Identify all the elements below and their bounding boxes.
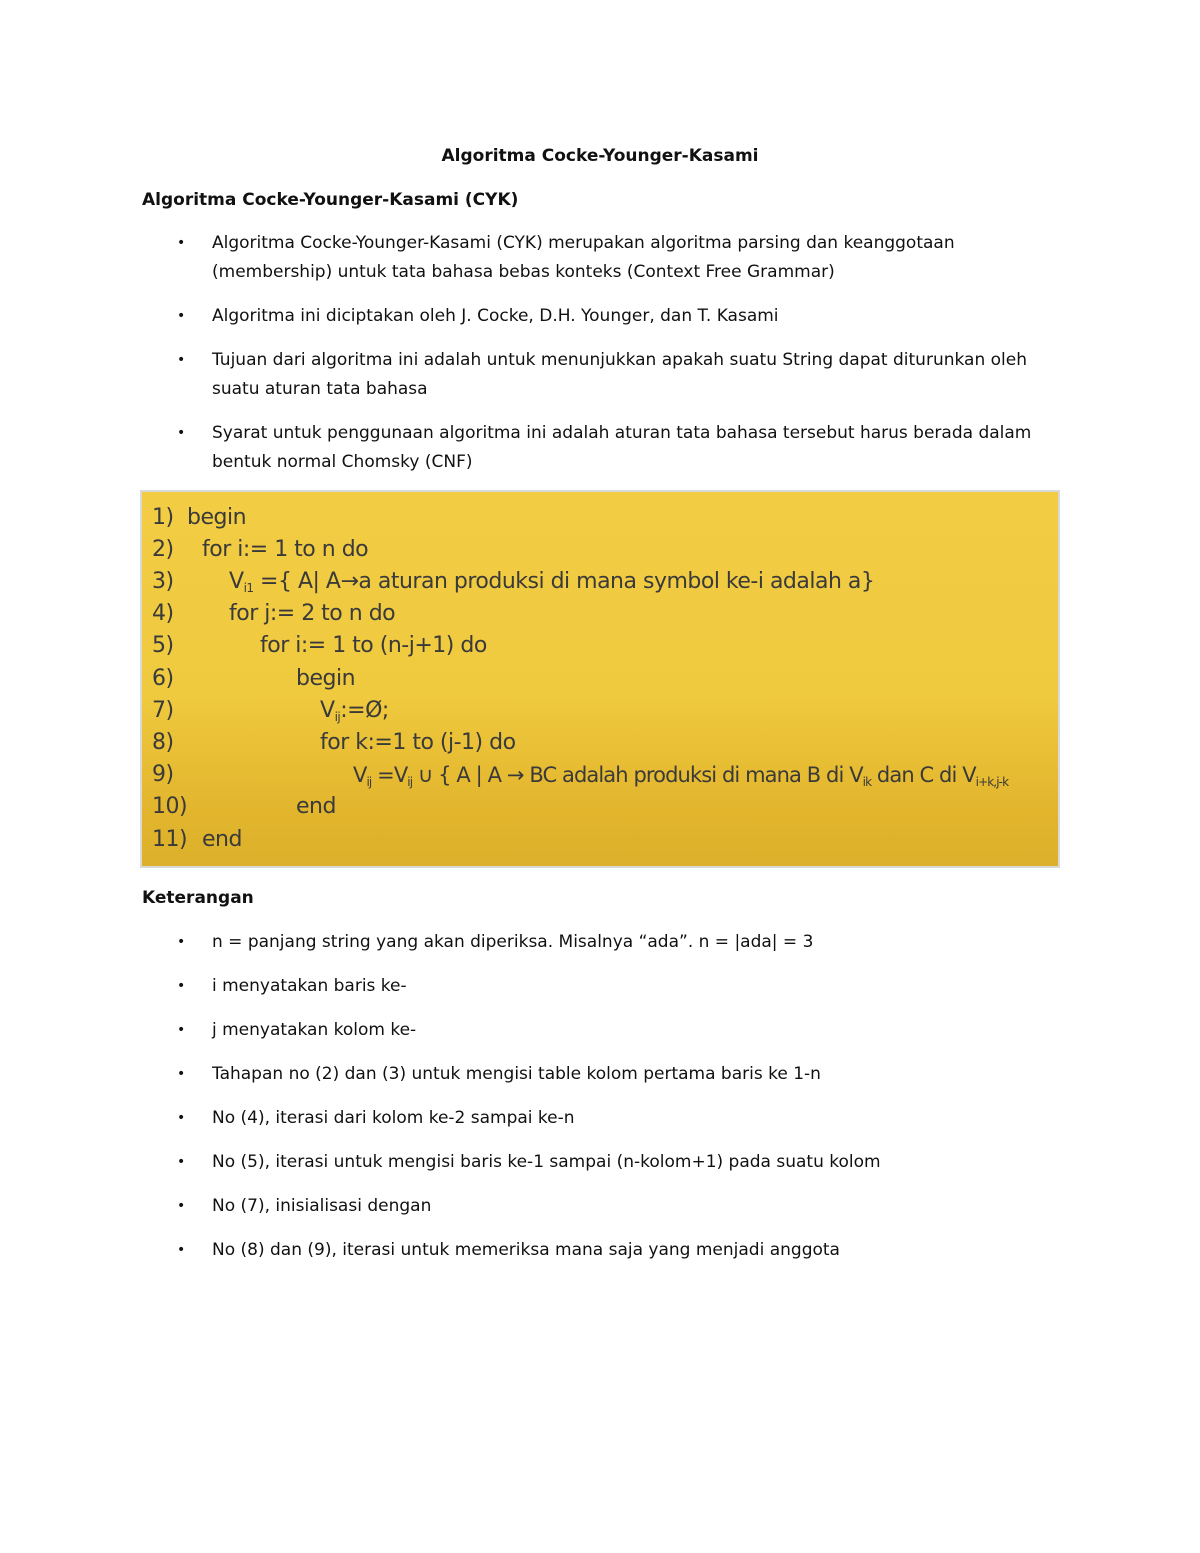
list-item-text: i menyatakan baris ke- <box>212 976 407 996</box>
list-item-text: Tahapan no (2) dan (3) untuk mengisi table kolom pertama baris ke 1-n <box>212 1064 821 1084</box>
list-item-text: Algoritma Cocke-Younger-Kasami (CYK) merupakan algoritma parsing dan keanggotaan (membership) untuk tata bahasa bebas konteks (Context Free Grammar) <box>212 233 955 282</box>
code-subscript: ij <box>334 710 341 724</box>
bullet-icon: • <box>177 934 186 950</box>
code-text: begin <box>296 666 356 691</box>
code-text-part: ∪ { A | A → BC adalah produksi di mana B di V <box>412 763 863 787</box>
list-item <box>142 1104 1062 1133</box>
line-number: 2) <box>152 537 174 562</box>
list-item-text: Algoritma ini diciptakan oleh J. Cocke, D.H. Younger, dan T. Kasami <box>212 306 779 326</box>
list-item-text: n = panjang string yang akan diperiksa. Misalnya “ada”. n = |ada| = 3 <box>212 932 814 952</box>
list-item <box>142 1148 1062 1177</box>
code-subscript: ik <box>862 775 872 789</box>
line-number: 10) <box>152 794 188 819</box>
bullet-icon: • <box>177 1154 186 1170</box>
bullet-icon: • <box>177 1066 186 1082</box>
cyk-algorithm-figure <box>140 490 1060 868</box>
line-number: 9) <box>152 762 174 787</box>
line-number: 11) <box>152 827 188 852</box>
line-number: 5) <box>152 633 174 658</box>
code-text: begin <box>187 505 247 530</box>
bullet-icon: • <box>177 352 186 368</box>
code-text-rest: :=Ø; <box>340 698 389 723</box>
code-text: end <box>296 794 336 819</box>
code-subscript: i1 <box>243 581 254 595</box>
line-number: 3) <box>152 569 174 594</box>
keterangan-list <box>142 928 1062 1280</box>
bullet-icon: • <box>177 425 186 441</box>
list-item <box>142 1236 1062 1265</box>
code-subscript: ij <box>366 775 372 789</box>
list-item-text: No (8) dan (9), iterasi untuk memeriksa mana saja yang menjadi anggota <box>212 1240 840 1260</box>
bullet-icon: • <box>177 1198 186 1214</box>
list-item-text: j menyatakan kolom ke- <box>212 1020 417 1040</box>
code-text-part: dan C di V <box>871 763 976 787</box>
list-item <box>142 1060 1062 1089</box>
bullet-icon: • <box>177 978 186 994</box>
line-number: 4) <box>152 601 174 626</box>
bullet-icon: • <box>177 308 186 324</box>
code-text: for i:= 1 to (n-j+1) do <box>260 633 487 658</box>
list-item-text: No (7), inisialisasi dengan <box>212 1196 432 1216</box>
cyk-description-list <box>142 229 1062 492</box>
list-item-text: No (5), iterasi untuk mengisi baris ke-1 sampai (n-kolom+1) pada suatu kolom <box>212 1152 881 1172</box>
list-item <box>142 302 1062 331</box>
line-number: 7) <box>152 698 174 723</box>
list-item <box>142 1192 1062 1221</box>
code-text-part: =V <box>371 763 408 787</box>
bullet-icon: • <box>177 1110 186 1126</box>
code-symbol: V <box>229 569 244 594</box>
section-heading-cyk: Algoritma Cocke-Younger-Kasami (CYK) <box>142 190 519 210</box>
code-text: for i:= 1 to n do <box>202 537 369 562</box>
page-title: Algoritma Cocke-Younger-Kasami <box>441 146 759 166</box>
list-item-text: Syarat untuk penggunaan algoritma ini adalah aturan tata bahasa tersebut harus berada dalam bentuk normal Chomsky (CNF) <box>212 423 1032 472</box>
code-symbol: V <box>353 763 367 787</box>
code-subscript: i+k,j-k <box>975 775 1009 789</box>
code-text-rest: ={ A| A→a aturan produksi di mana symbol ke-i adalah a} <box>253 569 875 594</box>
list-item <box>142 229 1062 287</box>
code-symbol: V <box>320 698 335 723</box>
list-item-text: Tujuan dari algoritma ini adalah untuk menunjukkan apakah suatu String dapat diturunkan oleh suatu aturan tata bahasa <box>212 350 1027 399</box>
list-item-text: No (4), iterasi dari kolom ke-2 sampai ke-n <box>212 1108 575 1128</box>
list-item <box>142 419 1062 477</box>
code-subscript: ij <box>407 775 413 789</box>
line-number: 1) <box>152 505 174 530</box>
bullet-icon: • <box>177 235 186 251</box>
code-text: end <box>202 827 242 852</box>
line-number: 6) <box>152 666 174 691</box>
list-item <box>142 972 1062 1001</box>
bullet-icon: • <box>177 1242 186 1258</box>
bullet-icon: • <box>177 1022 186 1038</box>
list-item <box>142 928 1062 957</box>
list-item <box>142 1016 1062 1045</box>
code-text <box>353 759 1008 798</box>
code-text: for k:=1 to (j-1) do <box>320 730 516 755</box>
list-item <box>142 346 1062 404</box>
code-text: for j:= 2 to n do <box>229 601 396 626</box>
section-heading-keterangan: Keterangan <box>142 888 254 908</box>
line-number: 8) <box>152 730 174 755</box>
